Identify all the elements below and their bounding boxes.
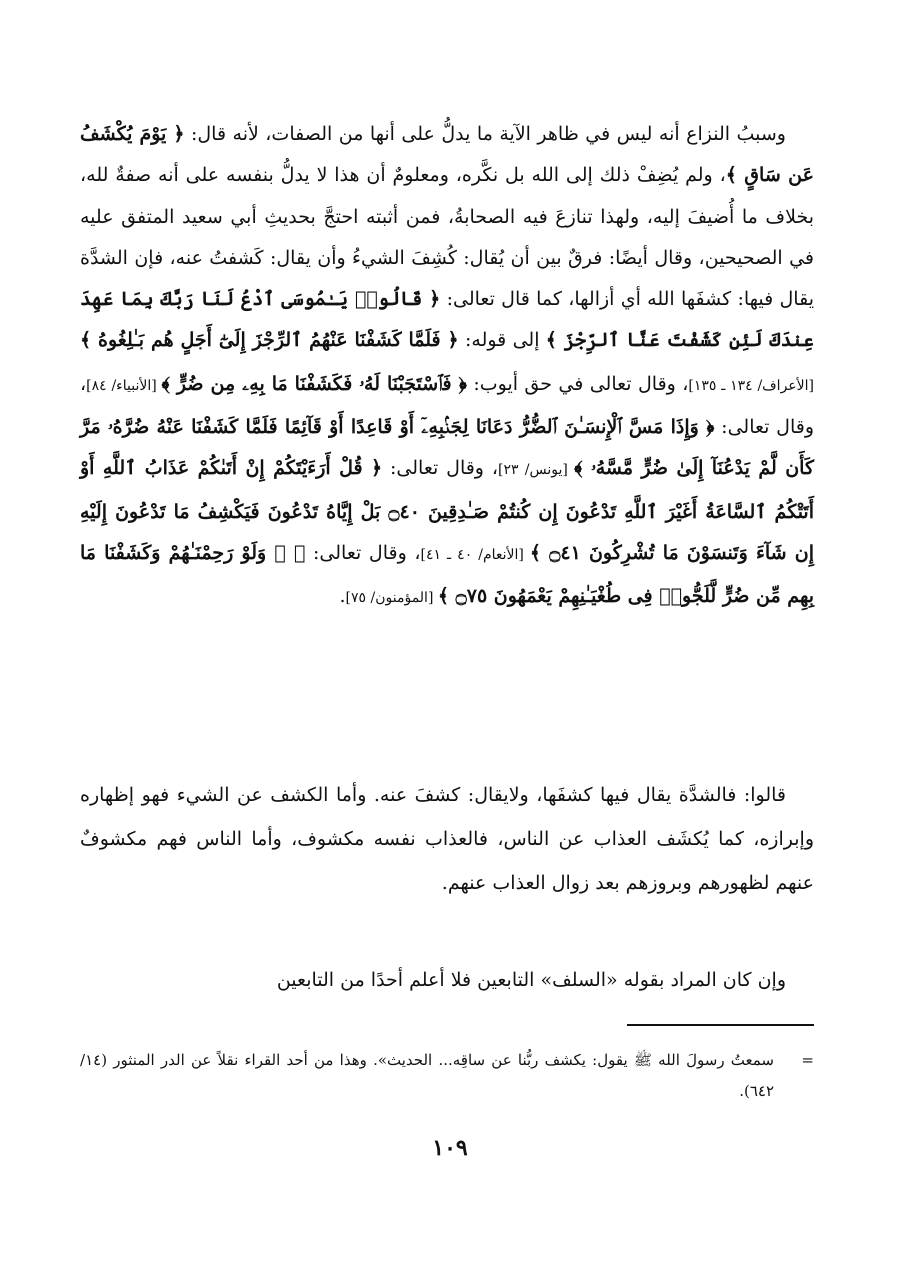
paragraph-3: وإن كان المراد بقوله «السلف» التابعين فلا أعلم أحدًا من التابعين [276, 969, 786, 991]
footnote-continuation-marker: = [801, 1051, 814, 1069]
verse-reference: [الأنبياء/ ٨٤] [86, 377, 162, 394]
footnote-text: سمعتُ رسولَ الله ﷺ يقول: يكشف ربُّنا عن ساقِه... الحديث». وهذا من أحد القراء نقلاً عن الدر المنثور (١٤/ ٦٤٢). [80, 1051, 774, 1100]
quran-verse: ﴿ فَٱسْتَجَبْنَا لَهُۥ فَكَشَفْنَا مَا بِهِۦ مِن ضُرٍّ ﴾ [161, 372, 467, 395]
text-segment: ، ولم يُضِفْ ذلك إلى الله بل نكَّره، ومعلومٌ أن هذا لا يدلُّ بنفسه على أنه صفةٌ لله، بخلاف ما أُضيفَ إليه، ولهذا تنازعَ فيه الصحابةُ، فمن أثبته احتجَّ بحديثِ أبي سعيد المتفق عليه في الصحيحين، وقال أيضًا: فرقٌ بين أن يُقال: كُشِفَ الشيءُ وأن يقال: كَشفتُ عنه، فإن الشدَّة يقال فيها: كشفَها الله أي أزالها، كما قال تعالى: [80, 164, 814, 311]
second-paragraph [80, 773, 814, 905]
paragraph-2: قالوا: فالشدَّة يقال فيها كشفَها، ولايقال: كشفَ عنه. وأما الكشف عن الشيء فهو إظهاره وإبرازه، كما يُكشَف العذاب عن الناس، فالعذاب نفسه مكشوف، وأما الناس فهم مكشوفٌ عنهم لظهورهم وبروزهم بعد زوال العذاب عنهم. [80, 784, 814, 894]
quran-verse: ﴿ فَلَمَّا كَشَفْنَا عَنْهُمُ ٱلرِّجْزَ إِلَىٰٓ أَجَلٍ هُم بَـٰلِغُوهُ ﴾ [80, 329, 459, 352]
verse-reference: [يونس/ ٢٣] [497, 462, 575, 479]
text-segment: ، وقال تعالى في حق أيوب: [466, 372, 689, 395]
text-segment: ، وقال تعالى: [305, 541, 421, 564]
verse-reference: [المؤمنون/ ٧٥] [345, 590, 438, 607]
paragraph-1 [80, 114, 814, 620]
main-paragraph [80, 114, 814, 620]
text-segment: ، وقال تعالى: [382, 457, 498, 480]
verse-reference: [الأعراف/ ١٣٤ ـ ١٣٥] [688, 377, 814, 394]
third-paragraph [80, 958, 814, 1002]
quran-verse: ﴿ وَإِذَا مَسَّ ٱلْإِنسَـٰنَ ٱلضُّرُّ دَعَانَا لِجَنۢبِهِۦٓ أَوْ قَاعِدًا أَوْ قَآئِمًا فَلَمَّا كَشَفْنَا عَنْهُ ضُرَّهُۥ مَرَّ كَأَن لَّمْ يَدْعُنَآ إِلَىٰ ضُرٍّ مَّسَّهُۥ ﴾ [80, 416, 815, 480]
quran-verse: ﴿ يَوْمَ يُكْشَفُ عَن سَاقٍ ﴾ [80, 123, 814, 187]
text-segment: وسببُ النزاع أنه ليس في ظاهر الآية ما يدلُّ على أنها من الصفات، لأنه قال: [184, 123, 786, 145]
quran-verse: ﴿ ۞ وَلَوْ رَحِمْنَـٰهُمْ وَكَشَفْنَا مَا بِهِم مِّن ضُرٍّ لَّلَجُّوا۟ فِى طُغْيَـٰنِهِمْ يَعْمَهُونَ ۝٧٥ ﴾ [80, 541, 814, 608]
footnote [80, 1045, 814, 1107]
quran-verse: ﴿ قُلْ أَرَءَيْتَكُمْ إِنْ أَتَىٰكُمْ عَذَابُ ٱللَّهِ أَوْ أَتَتْكُمُ ٱلسَّاعَةُ أَغَيْرَ ٱللَّهِ تَدْعُونَ إِن كُنتُمْ صَـٰدِقِينَ ۝٤٠ بَلْ إِيَّاهُ تَدْعُونَ فَيَكْشِفُ مَا تَدْعُونَ إِلَيْهِ إِن شَآءَ وَتَنسَوْنَ مَا تُشْرِكُونَ ۝٤١ ﴾ [80, 457, 815, 564]
page-number: ١٠٩ [432, 1135, 468, 1161]
footnote-divider [627, 1024, 814, 1026]
text-segment: إلى قوله: [458, 329, 546, 352]
text-segment: . [339, 585, 346, 608]
verse-reference: [الأنعام/ ٤٠ ـ ٤١] [420, 546, 530, 563]
quran-verse: ﴿ قَالُوا۟ يَـٰمُوسَى ٱدْعُ لَنَا رَبَّكَ بِمَا عَهِدَ عِندَكَ لَئِن كَشَفْتَ عَنَّا ٱلرِّجْزَ ﴾ [80, 288, 814, 352]
text-segment: ، وقال تعالى: [80, 372, 814, 439]
